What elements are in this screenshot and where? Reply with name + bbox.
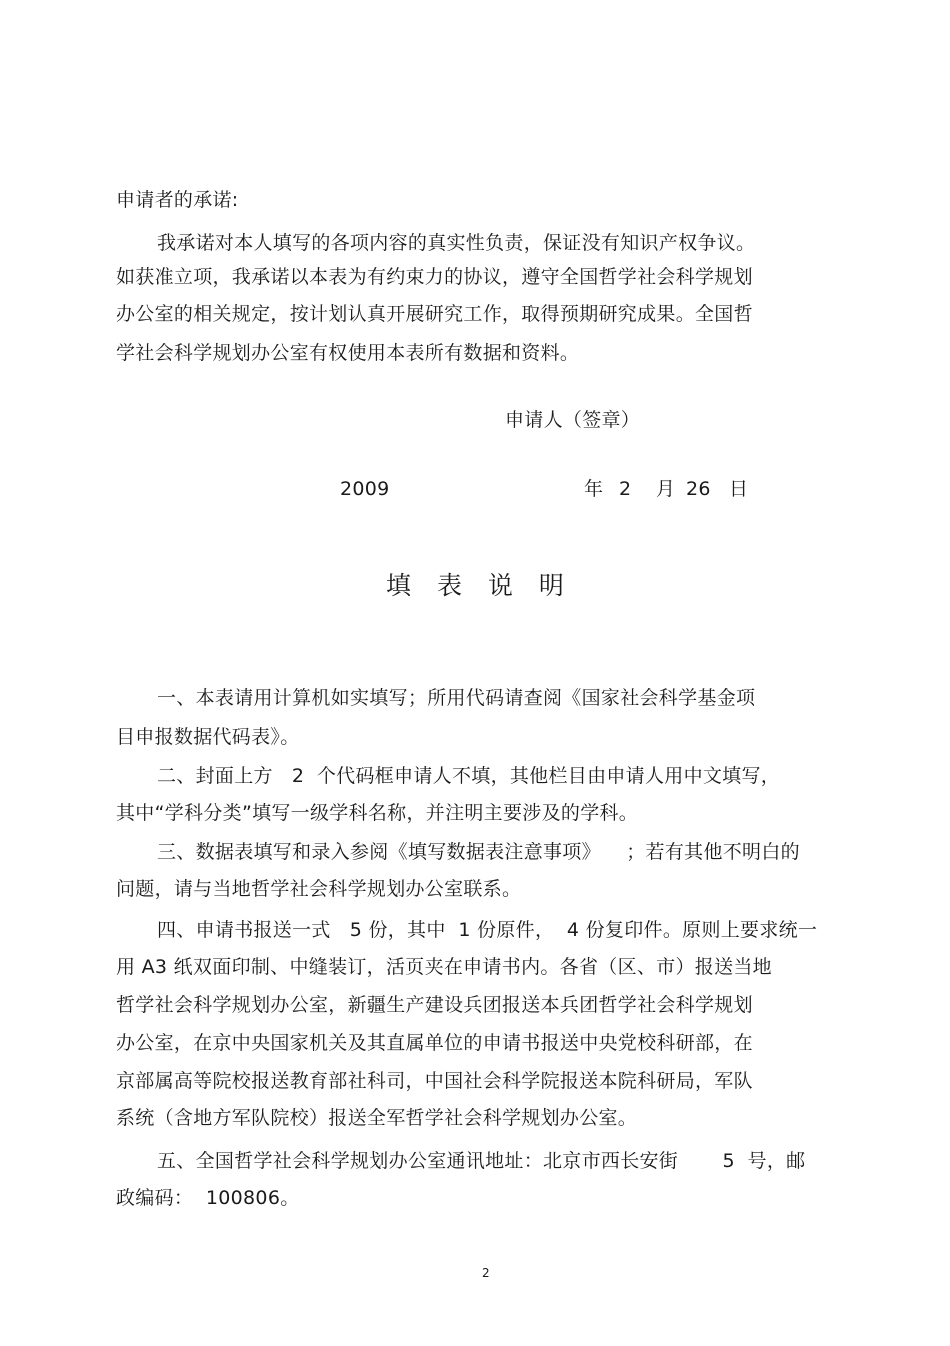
date-month: 2 xyxy=(619,478,632,500)
instruction-line: 五、全国哲学社会科学规划办公室通讯地址：北京市西长安街 5 号，邮 xyxy=(157,1150,806,1172)
instruction-line: 系统（含地方军队院校）报送全军哲学社会科学规划办公室。 xyxy=(116,1107,638,1129)
page-number: 2 xyxy=(482,1266,490,1280)
date-year: 2009 xyxy=(340,478,390,500)
pledge-line: 如获准立项，我承诺以本表为有约束力的协议，遵守全国哲学社会科学规划 xyxy=(116,266,753,288)
date-year-unit: 年 xyxy=(584,478,604,500)
instruction-line: 一、本表请用计算机如实填写；所用代码请查阅《国家社会科学基金项 xyxy=(157,687,756,709)
pledge-line: 学社会科学规划办公室有权使用本表所有数据和资料。 xyxy=(116,342,580,364)
instruction-line: 办公室，在京中央国家机关及其直属单位的申请书报送中央党校科研部，在 xyxy=(116,1032,753,1054)
instruction-line: 目申报数据代码表》。 xyxy=(116,726,300,748)
instruction-line: 四、申请书报送一式 5 份，其中 1 份原件， 4 份复印件。原则上要求统一 xyxy=(157,919,818,941)
date-day: 26 xyxy=(686,478,711,500)
instruction-line: 二、封面上方 2 个代码框申请人不填，其他栏目由申请人用中文填写， xyxy=(157,765,781,787)
instruction-line: 其中“学科分类”填写一级学科名称，并注明主要涉及的学科。 xyxy=(116,802,639,824)
signature-label: 申请人（签章） xyxy=(505,409,641,431)
pledge-line: 我承诺对本人填写的各项内容的真实性负责，保证没有知识产权争议。 xyxy=(157,232,756,254)
date-day-unit: 日 xyxy=(729,478,749,500)
instructions-title: 填 表 说 明 xyxy=(386,571,566,600)
instruction-line: 用 A3 纸双面印制、中缝装订，活页夹在申请书内。各省（区、市）报送当地 xyxy=(116,956,772,978)
instruction-line: 哲学社会科学规划办公室，新疆生产建设兵团报送本兵团哲学社会科学规划 xyxy=(116,994,753,1016)
instruction-line: 三、数据表填写和录入参阅《填写数据表注意事项》 ；若有其他不明白的 xyxy=(157,841,800,863)
date-month-unit: 月 xyxy=(656,478,676,500)
pledge-line: 办公室的相关规定，按计划认真开展研究工作，取得预期研究成果。全国哲 xyxy=(116,303,753,325)
instruction-line: 京部属高等院校报送教育部社科司，中国社会科学院报送本院科研局，军队 xyxy=(116,1070,753,1092)
instruction-line: 问题，请与当地哲学社会科学规划办公室联系。 xyxy=(116,878,522,900)
pledge-heading: 申请者的承诺: xyxy=(116,189,239,211)
instruction-line: 政编码： 100806。 xyxy=(116,1187,300,1209)
